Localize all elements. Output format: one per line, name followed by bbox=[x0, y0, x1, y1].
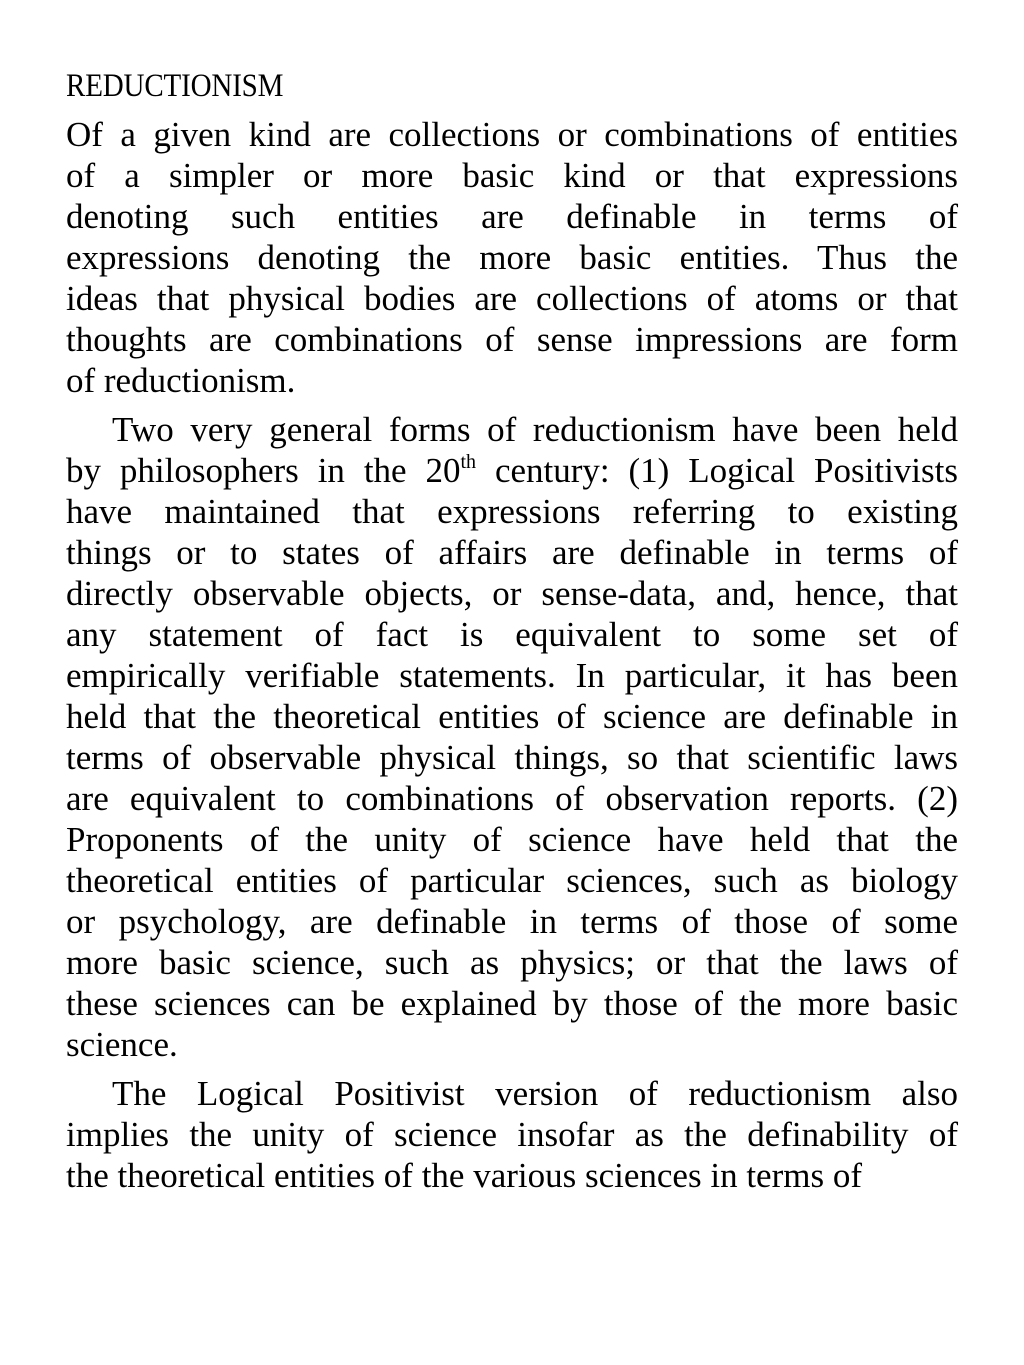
document-page bbox=[66, 66, 958, 1204]
text-line: Of a given kind are collections or combinations of entities bbox=[66, 115, 958, 154]
text-line: Proponents of the unity of science have held that the bbox=[66, 820, 958, 859]
text-line: The Logical Positivist version of reductionism also bbox=[112, 1074, 958, 1113]
text-line: thoughts are combinations of sense impressions are form bbox=[66, 320, 958, 359]
text-line: implies the unity of science insofar as the definability of bbox=[66, 1115, 958, 1154]
text-line: are equivalent to combinations of observation reports. (2) bbox=[66, 779, 958, 818]
text-line: directly observable objects, or sense-data, and, hence, that bbox=[66, 574, 958, 613]
text-line: held that the theoretical entities of science are definable in bbox=[66, 697, 958, 736]
text-line: Two very general forms of reductionism have been held bbox=[112, 410, 958, 449]
text-line: these sciences can be explained by those of the more basic bbox=[66, 984, 958, 1023]
text-line: ideas that physical bodies are collections of atoms or that bbox=[66, 279, 958, 318]
ordinal-superscript: th bbox=[460, 451, 477, 473]
text-line: more basic science, such as physics; or that the laws of bbox=[66, 943, 958, 982]
text-line: have maintained that expressions referring to existing bbox=[66, 492, 958, 531]
text-line: expressions denoting the more basic entities. Thus the bbox=[66, 238, 958, 277]
text-fragment: by philosophers in the 20 bbox=[66, 451, 461, 490]
text-line bbox=[66, 450, 958, 491]
text-line: science. bbox=[66, 1025, 178, 1064]
text-line: the theoretical entities of the various sciences in terms of bbox=[66, 1156, 862, 1195]
paragraph-2 bbox=[66, 409, 958, 1065]
text-line: things or to states of affairs are definable in terms of bbox=[66, 533, 958, 572]
text-line: theoretical entities of particular sciences, such as biology bbox=[66, 861, 958, 900]
text-line: denoting such entities are definable in terms of bbox=[66, 197, 958, 236]
text-line: of reductionism. bbox=[66, 361, 296, 400]
text-line: terms of observable physical things, so that scientific laws bbox=[66, 738, 958, 777]
paragraph-1 bbox=[66, 114, 958, 401]
paragraph-3 bbox=[66, 1073, 958, 1196]
text-fragment: century: (1) Logical Positivists bbox=[476, 451, 958, 490]
text-line: or psychology, are definable in terms of those of some bbox=[66, 902, 958, 941]
text-line: of a simpler or more basic kind or that expressions bbox=[66, 156, 958, 195]
document-title: REDUCTIONISM bbox=[66, 68, 284, 104]
text-line: any statement of fact is equivalent to some set of bbox=[66, 615, 958, 654]
text-line: empirically verifiable statements. In particular, it has been bbox=[66, 656, 958, 695]
